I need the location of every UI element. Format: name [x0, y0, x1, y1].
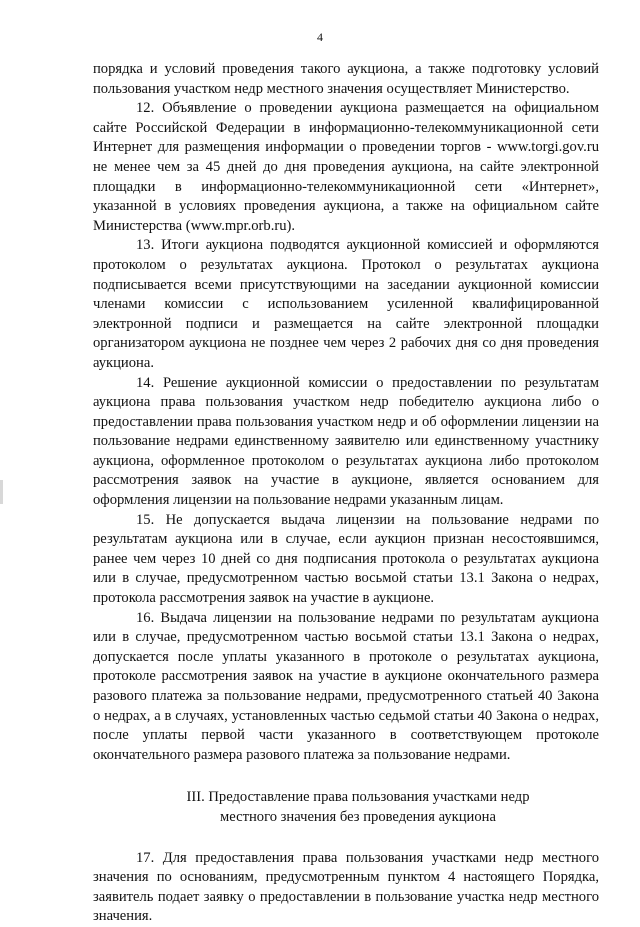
document-body: [93, 60, 599, 927]
paragraph-14: 14. Решение аукционной комиссии о предоставлении по результатам аукциона права пользования участком недр победителю аукциона либо о предоставлении права пользования участком недр и об оформлении лицензии на пользование недрами единственному заявителю или единственному участнику аукциона, оформленное протоколом о результатах аукциона либо протоколом рассмотрения заявок на участие в аукционе, является основанием для оформления лицензии на пользование недрами указанным лицам.: [93, 374, 599, 509]
section-heading-line-1: III. Предоставление права пользования участками недр: [186, 789, 530, 806]
section-heading-line-2: местного значения без проведения аукциона: [220, 808, 496, 825]
paragraph-16: 16. Выдача лицензии на пользование недрами по результатам аукциона или в случае, предусмотренном частью восьмой статьи 13.1 Закона о недрах, допускается после уплаты указанного в протоколе о результатах аукциона, протоколе рассмотрения заявок на участие в аукционе окончательного размера разового платежа за пользование недрами, предусмотренного статьей 40 Закона о недрах, а в случаях, установленных частью седьмой статьи 40 Закона о недрах, после уплаты первой части указанного в соответствующем протоколе окончательного размера разового платежа за пользование недрами.: [93, 609, 599, 763]
paragraph-12: 12. Объявление о проведении аукциона размещается на официальном сайте Российской Федерации в информационно-телекоммуникационной сети Интернет для размещения информации о проведении торгов - www.torgi.gov.ru не менее чем за 45 дней до дня проведения аукциона, на сайте электронной площадки в информационно-телекоммуникационной сети «Интернет», указанной в условиях проведения аукциона, а также на официальном сайте Министерства (www.mpr.orb.ru).: [93, 100, 599, 234]
paragraph-17: 17. Для предоставления права пользования участками недр местного значения по основаниям, предусмотренным пунктом 4 настоящего Порядка, заявитель подает заявку о предоставлении в пользование участка недр местного значения.: [93, 849, 599, 925]
page-number: 4: [317, 30, 323, 44]
paragraph-13: 13. Итоги аукциона подводятся аукционной комиссией и оформляются протоколом о результатах аукциона. Протокол о результатах аукциона подписывается всеми присутствующими на заседании аукционной комиссии членами комиссии с использованием усиленной квалифицированной электронной подписи и размещается на сайте электронной площадки организатором аукциона не позднее чем через 2 рабочих дня со дня проведения аукциона.: [93, 237, 599, 371]
paragraph-15: 15. Не допускается выдача лицензии на пользование недрами по результатам аукциона или в случае, если аукцион признан несостоявшимся, ранее чем через 10 дней со дня подписания протокола о результатах аукциона или в случае, предусмотренном частью восьмой статьи 13.1 Закона о недрах, протокола рассмотрения заявок на участие в аукционе.: [93, 511, 599, 607]
section-heading: [93, 788, 599, 827]
paragraph-continuation: порядка и условий проведения такого аукциона, а также подготовку условий пользования участком недр местного значения осуществляет Министерство.: [93, 61, 599, 97]
scan-edge-mark: [0, 480, 3, 504]
